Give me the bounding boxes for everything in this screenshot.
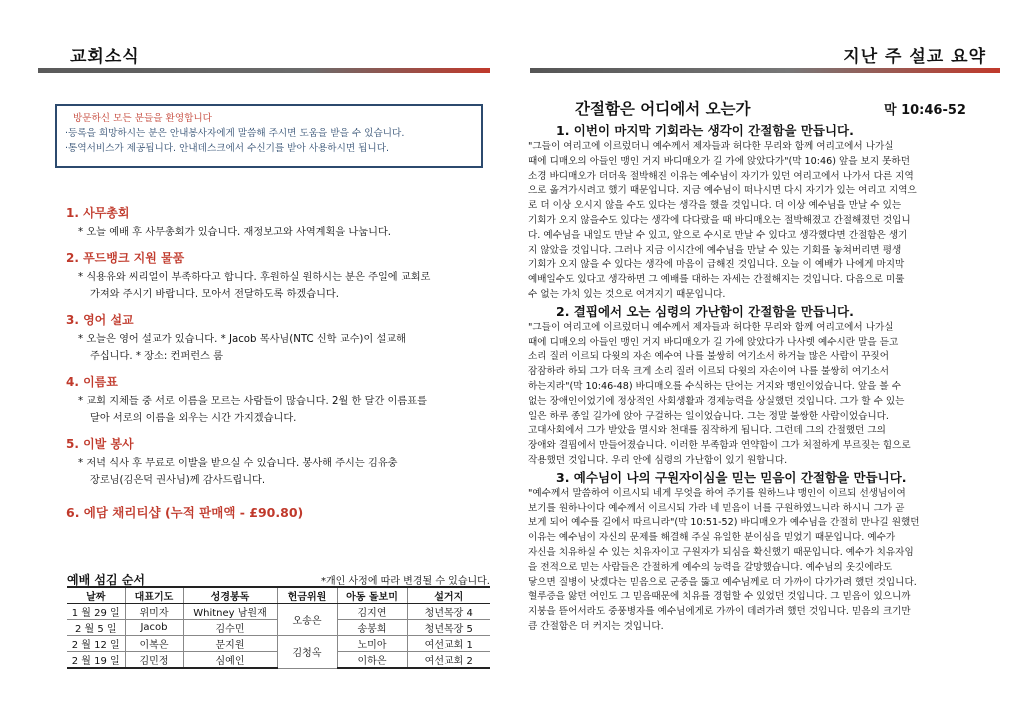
sermon-paragraph-line: 으로 옮겨가시려고 했기 때문입니다. 지금 예수님이 떠나시면 다시 자기가 있는 여리고 지역으	[528, 185, 917, 197]
table-cell: 김청옥	[277, 636, 337, 669]
welcome-line: ·통역서비스가 제공됩니다. 안내데스크에서 수신기를 받아 사용하시면 됩니다.	[65, 143, 390, 154]
sermon-paragraph-line: "그들이 여리고에 이르렀더니 예수께서 제자들과 허다한 무리와 함께 여리고에서 나가실	[528, 321, 894, 333]
sermon-paragraph-line: 장애와 결핍에서 만들어졌습니다. 이러한 부족함과 연약함이 그가 처절하게 부르짖는 힘으로	[528, 440, 911, 452]
sermon-paragraph-line: 기회가 오지 않을 수 있다는 생각에 마음이 급해진 것입니다. 오늘 이 예배가 나에게 마지막	[528, 259, 905, 271]
sermon-paragraph-line: 혈루증을 앓던 여인도 그 믿음때문에 치유를 경험할 수 있었던 것입니다. 그 믿음이 있으니까	[528, 591, 911, 603]
notice-title: 1. 사무총회	[66, 206, 130, 220]
table-cell: 2 월 19 일	[67, 652, 125, 669]
table-header-row	[67, 587, 490, 604]
table-row	[67, 636, 490, 652]
notice-item	[66, 436, 486, 489]
notice-title: 3. 영어 설교	[66, 313, 134, 327]
table-cell: 김민정	[125, 652, 183, 669]
table-cell: 여선교회 1	[407, 636, 490, 652]
service-schedule-table	[67, 586, 490, 669]
table-cell: 2 월 5 일	[67, 620, 125, 636]
schedule-header	[67, 571, 490, 587]
sermon-point-heading: 1. 이번이 마지막 기회라는 생각이 간절함을 만듭니다.	[556, 123, 854, 138]
table-cell: 2 월 12 일	[67, 636, 125, 652]
notice-title: 5. 이발 봉사	[66, 437, 134, 451]
table-cell: 1 월 29 일	[67, 604, 125, 620]
sermon-paragraph-line: 없는 장애인이었기에 정상적인 사회생활과 경제능력을 상실했던 것입니다. 그가 할 수 있는	[528, 395, 905, 407]
notice-text: * 교회 지체들 중 서로 이름을 모르는 사람들이 많습니다. 2월 한 달간 이름표를	[78, 396, 427, 407]
notice-text: 주십니다. * 장소: 컨퍼런스 룸	[90, 351, 223, 362]
table-cell: 김수민	[183, 620, 277, 636]
notice-text: * 오늘은 영어 설교가 있습니다. * Jacob 목사님(NTC 신학 교수)이 설교해	[78, 334, 407, 345]
notice-item	[66, 374, 486, 427]
table-cell: 여선교회 2	[407, 652, 490, 669]
table-cell: 문지원	[183, 636, 277, 652]
table-cell: Jacob	[125, 620, 183, 636]
sermon-paragraph-line: 수 없는 가치 있는 것으로 여겨지기 때문입니다.	[528, 288, 726, 300]
notice-text: * 저녁 식사 후 무료로 이발을 받으실 수 있습니다. 봉사해 주시는 김유충	[78, 458, 398, 469]
sermon-paragraph-line: 예배일수도 있다고 생각하면 그 예배를 대하는 자세는 간절해지는 것입니다. 다음으로 미룰	[528, 274, 905, 286]
welcome-greeting: 방문하신 모든 분들을 환영합니다	[73, 113, 212, 124]
sermon-paragraph-line: 큼 간절함은 더 커지는 것입니다.	[528, 620, 664, 632]
table-cell: 이하은	[337, 652, 407, 669]
sermon-paragraph-line: 일은 하루 종일 길가에 앉아 구걸하는 일이었습니다. 그는 정말 불쌍한 사람이었습니다.	[528, 410, 889, 422]
sermon-paragraph-line: 때에 디매오의 아들인 맹인 거지 바디매오가 길 가에 앉았다가 나사렛 예수시란 말을 듣고	[528, 336, 899, 348]
column-header: 성경봉독	[183, 587, 277, 604]
table-cell: 김지연	[337, 604, 407, 620]
sermon-paragraph-line: 로 더 이상 오시지 않을 수도 있다는 생각을 했을 것입니다. 더 이상 예수님을 만날 수 있는	[528, 200, 902, 212]
sermon-paragraph-line: "그들이 여리고에 이르렀더니 예수께서 제자들과 허다한 무리와 함께 여리고에서 나가실	[528, 141, 894, 152]
schedule-title: 예배 섬김 순서	[67, 573, 145, 587]
sermon-paragraph-line: 보기를 원하나이다 예수께서 이르시되 가라 네 믿음이 너를 구원하였느니라 하시니 그가 곧	[528, 502, 905, 514]
notice-text: * 오늘 예배 후 사무총회가 있습니다. 재정보고와 사역계획을 나눕니다.	[78, 227, 392, 238]
table-row	[67, 604, 490, 620]
column-header: 헌금위원	[277, 587, 337, 604]
notice-title: 2. 푸드뱅크 지원 물품	[66, 251, 185, 265]
sermon-reference: 막 10:46-52	[884, 103, 966, 118]
notice-text: * 식용유와 씨리얼이 부족하다고 합니다. 후원하실 원하시는 분은 주일에 교회로	[78, 272, 431, 283]
table-cell: 오송은	[277, 604, 337, 636]
right-page-header	[512, 0, 1024, 74]
sermon-paragraph-line: 을 전적으로 믿는 사람들은 간절하게 예수의 능력을 갈망했습니다. 예수님의 옷깃에라도	[528, 561, 893, 573]
notice-text: 가져와 주시기 바랍니다. 모아서 전달하도록 하겠습니다.	[90, 289, 340, 300]
welcome-line: ·등록을 희망하시는 분은 안내봉사자에게 말씀해 주시면 도움을 받을 수 있습니다.	[65, 128, 405, 139]
table-cell: 심예인	[183, 652, 277, 669]
notice-item	[66, 205, 486, 241]
table-cell: 송봉희	[337, 620, 407, 636]
sermon-paragraph-line: "예수께서 말씀하여 이르시되 네게 무엇을 하여 주기를 원하느냐 맹인이 이르되 선생님이여	[528, 487, 906, 499]
table-cell: 이복은	[125, 636, 183, 652]
sermon-paragraph-line: 잠잠하라 하되 그가 더욱 크게 소리 질러 이르되 다윗의 자손이여 나를 불쌍히 여기소서	[528, 366, 889, 378]
header-divider	[38, 68, 490, 73]
notice-item	[66, 250, 486, 303]
table-cell: 청년목장 4	[407, 604, 490, 620]
left-page-title: 교회소식	[70, 47, 140, 67]
column-header: 설거지	[407, 587, 490, 604]
table-cell: 위미자	[125, 604, 183, 620]
column-header: 아동 돌보미	[337, 587, 407, 604]
notice-title: 4. 이름표	[66, 375, 118, 389]
sermon-paragraph-line: 지 않았을 것입니다. 그러나 지금 이시간에 예수님을 만날 수 있는 기회를 놓쳐버리면 평생	[528, 244, 902, 256]
sermon-point-heading: 2. 결핍에서 오는 심령의 가난함이 간절함을 만듭니다.	[556, 303, 854, 319]
sermon-paragraph-line: 작용했던 것입니다. 우리 안에 심령의 가난함이 있기 원합니다.	[528, 454, 788, 466]
sermon-point-heading: 3. 예수님이 나의 구원자이심을 믿는 믿음이 간절함을 만듭니다.	[556, 469, 907, 485]
sermon-paragraph-line: 하는지라"(막 10:46-48) 바디매오를 수식하는 단어는 거지와 맹인이었습니다. 앞을 볼 수	[528, 380, 902, 392]
notice-item	[66, 312, 486, 365]
notice-text: 장로님(김은덕 권사님)께 감사드립니다.	[90, 475, 266, 486]
table-cell: Whitney 남원재	[183, 604, 277, 620]
sermon-paragraph-line: 자신을 치유하실 수 있는 치유자이고 구원자가 되심을 확신했기 때문입니다. 예수가 치유자임	[528, 546, 914, 558]
sermon-paragraph-line: 소경 바디매오가 더더욱 절박해진 이유는 예수님이 자기가 있던 여리고에서 나가서 다른 지역	[528, 170, 914, 182]
sermon-paragraph-line: 소리 질러 이르되 다윗의 자손 예수여 나를 불쌍히 여기소서 하거늘 많은 사람이 꾸짖어	[528, 351, 889, 363]
sermon-paragraph-line: 고대사회에서 그가 받았을 멸시와 천대를 짐작하게 됩니다. 그런데 그의 간절했던 그의	[528, 425, 886, 437]
sermon-paragraph-line: 때에 디매오의 아들인 맹인 거지 바디매오가 길 가에 앉았다가"(막 10:46) 앞을 보지 못하던	[528, 155, 910, 167]
column-header: 대표기도	[125, 587, 183, 604]
sermon-paragraph-line: 보게 되어 예수를 길에서 따르니라"(막 10:51-52) 바디매오가 예수님을 간절히 만나길 원했던	[528, 517, 920, 529]
table-cell: 청년목장 5	[407, 620, 490, 636]
column-header: 날짜	[67, 587, 125, 604]
welcome-box	[55, 104, 483, 168]
header-divider	[530, 68, 1000, 73]
sermon-paragraph-line: 닿으면 질병이 낫겠다는 믿음으로 군중을 뚫고 예수님께로 더 가까이 다가가려 했던 것입니다.	[528, 576, 917, 588]
schedule-note: *개인 사정에 따라 변경될 수 있습니다.	[321, 576, 490, 587]
right-page-title: 지난 주 설교 요약	[843, 47, 986, 67]
sermon-title: 간절함은 어디에서 오는가	[575, 100, 751, 118]
charity-shop-notice: 6. 에담 채리티샵 (누적 판매액 - £90.80)	[66, 505, 304, 520]
sermon-body	[528, 122, 990, 635]
sermon-paragraph-line: 기회가 오지 않을수도 있다는 생각에 다다랐을 때 바디매오는 절박해졌고 간절해졌던 것입니	[528, 214, 911, 226]
sermon-paragraph-line: 지붕을 뜯어서라도 중풍병자를 예수님에게로 가까이 데려가려 했던 것입니다. 믿음의 크기만	[528, 606, 911, 618]
table-cell: 노미아	[337, 636, 407, 652]
sermon-paragraph-line: 이유는 예수님이 자신의 문제를 해결해 주실 유일한 분이심을 믿었기 때문입니다. 예수가	[528, 532, 896, 544]
sermon-paragraph-line: 다. 예수님을 내일도 만날 수 있고, 앞으로 수시로 만날 수 있다고 생각했다면 간절함은 생기	[528, 229, 908, 241]
left-page-header	[0, 0, 512, 74]
notice-list	[66, 205, 486, 498]
notice-text: 달아 서로의 이름을 외우는 시간 가지겠습니다.	[90, 413, 297, 424]
